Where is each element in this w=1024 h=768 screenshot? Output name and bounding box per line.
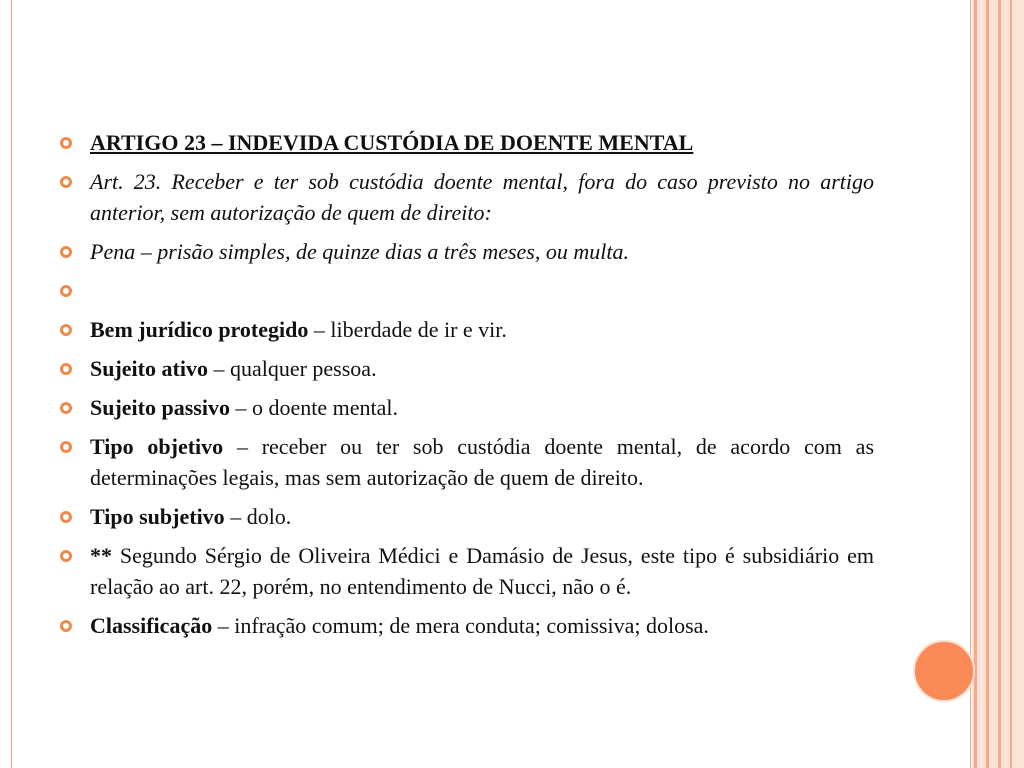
bullet-icon xyxy=(60,176,72,188)
art-text: Art. 23. Receber e ter sob custódia doente mental, fora do caso previsto no artigo anterior, sem autorização de quem de direito: xyxy=(90,169,874,225)
bem-label: Bem jurídico protegido xyxy=(90,317,309,342)
bullet-icon xyxy=(60,324,72,336)
nota-text: Segundo Sérgio de Oliveira Médici e Damásio de Jesus, este tipo é subsidiário em relação ao art. 22, porém, no entendimento de Nucci, não o é. xyxy=(90,543,874,599)
bullet-icon xyxy=(60,620,72,632)
slide-content xyxy=(60,127,874,649)
stripe xyxy=(986,0,989,768)
list-item-nota xyxy=(60,540,874,602)
list-item-art xyxy=(60,166,874,228)
pena-text: Pena – prisão simples, de quinze dias a três meses, ou multa. xyxy=(90,239,629,264)
bullet-icon xyxy=(60,402,72,414)
list-item-empty xyxy=(60,275,874,306)
list-item-classificacao xyxy=(60,610,874,641)
bullet-icon xyxy=(60,511,72,523)
sujeito-passivo-text: – o doente mental. xyxy=(229,395,398,420)
bullet-icon xyxy=(60,285,72,297)
list-item-pena xyxy=(60,236,874,267)
list-item-heading xyxy=(60,127,874,158)
bullet-icon xyxy=(60,137,72,149)
decorative-stripes xyxy=(972,0,1024,768)
stripe xyxy=(974,0,977,768)
slide-heading: ARTIGO 23 – INDEVIDA CUSTÓDIA DE DOENTE MENTAL xyxy=(90,130,694,155)
tipo-subjetivo-text: – dolo. xyxy=(224,504,292,529)
bem-text: – liberdade de ir e vir. xyxy=(308,317,507,342)
stripe xyxy=(1010,0,1012,768)
sujeito-ativo-label: Sujeito ativo xyxy=(90,356,208,381)
list-item-sujeito-ativo xyxy=(60,353,874,384)
nota-label: ** xyxy=(90,543,112,568)
bullet-icon xyxy=(60,363,72,375)
sujeito-ativo-text: – qualquer pessoa. xyxy=(207,356,377,381)
list-item-tipo-objetivo xyxy=(60,431,874,493)
classificacao-label: Classificação xyxy=(90,613,213,638)
list-item-sujeito-passivo xyxy=(60,392,874,423)
tipo-subjetivo-label: Tipo subjetivo xyxy=(90,504,225,529)
list-item-bem xyxy=(60,314,874,345)
classificacao-text: – infração comum; de mera conduta; comissiva; dolosa. xyxy=(212,613,709,638)
tipo-objetivo-text: – receber ou ter sob custódia doente mental, de acordo com as determinações legais, mas sem autorização de quem de direito. xyxy=(90,434,875,490)
stripe xyxy=(998,0,1001,768)
list-item-tipo-subjetivo xyxy=(60,501,874,532)
bullet-icon xyxy=(60,246,72,258)
accent-circle xyxy=(913,640,975,702)
bullet-icon xyxy=(60,550,72,562)
bullet-icon xyxy=(60,441,72,453)
sujeito-passivo-label: Sujeito passivo xyxy=(90,395,230,420)
tipo-objetivo-label: Tipo objetivo xyxy=(90,434,224,459)
empty-line xyxy=(90,275,874,306)
